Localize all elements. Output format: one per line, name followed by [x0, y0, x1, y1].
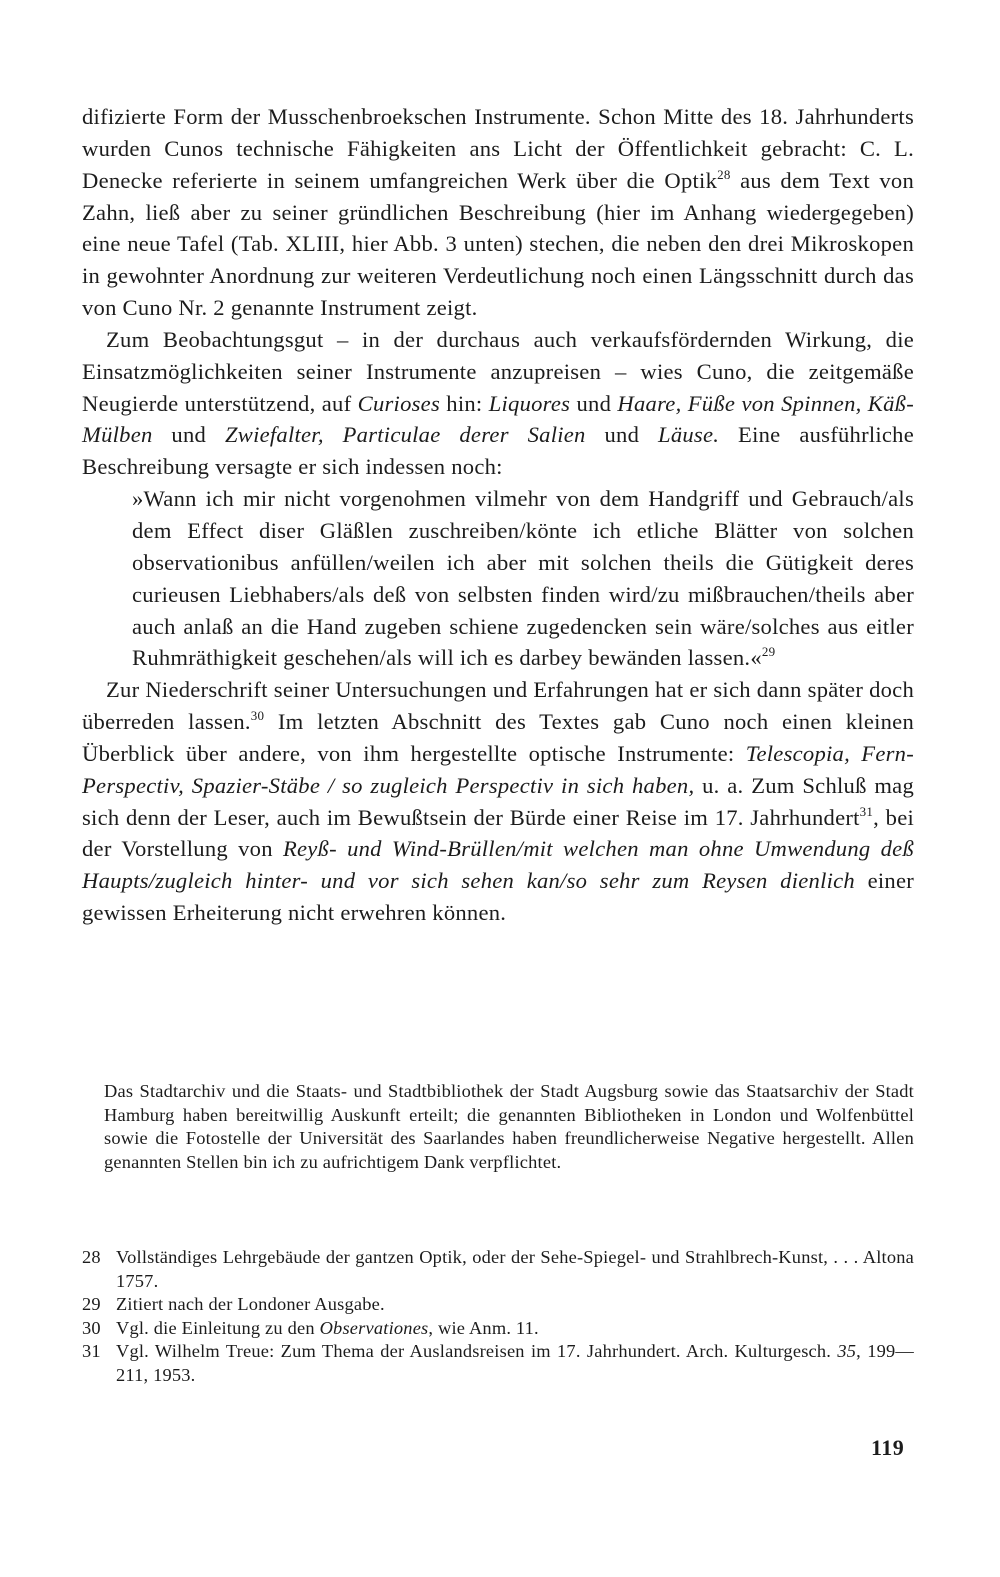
block-quote: »Wann ich mir nicht vorgenohmen vilmehr von dem Handgriff und Gebrauch/als dem Effect diser Gläßlen zuschreiben/könte ich etliche Blätter von solchen observationibus anfüllen/weilen ich aber mit solchen theils die Gütigkeit deres curieusen Liebhabers/als deß von selbsten finden wird/zu mißbrauchen/theils aber auch anlaß an die Hand zugeben schiene zugedencken sein wäre/solches aus eitler Ruhmräthigkeit geschehen/als will ich es darbey bewänden lassen.«$^{29}$ [132, 486, 914, 671]
footnotes [82, 1246, 914, 1388]
footnote-ref-30[interactable]: 30 [250, 708, 265, 724]
footnote-30: 30 Vgl. die Einleitung zu den Observationes, wie Anm. 11. [82, 1317, 539, 1338]
footnote-ref-31[interactable]: 31 [859, 803, 874, 819]
footnote-28: 28 Vollständiges Lehrgebäude der gantzen Optik, oder der Sehe-Spiegel- und Strahlbrech-Kunst, . . . Altona 1757. [82, 1247, 914, 1291]
main-text [82, 101, 914, 929]
paragraph-1: difizierte Form der Musschenbroekschen Instrumente. Schon Mitte des 18. Jahrhunderts wurden Cunos technische Fähigkeiten ans Licht der Öffentlichkeit gebracht: C. L. Denecke referierte in seinem umfangreichen Werk über die Optik$^{28}$ aus dem Text von Zahn, ließ aber zu seiner gründlichen Beschreibung (hier im Anhang wiedergegeben) eine neue Tafel (Tab. XLIII, hier Abb. 3 unten) stechen, die neben den drei Mikroskopen in gewohnter Anordnung zur weiteren Verdeutlichung noch einen Längsschnitt durch das von Cuno Nr. 2 genannte Instrument zeigt. [82, 104, 914, 321]
acknowledgement-note: Das Stadtarchiv und die Staats- und Stadtbibliothek der Stadt Augsburg sowie das Staatsarchiv der Stadt Hamburg haben bereitwillig Auskunft erteilt; die genannten Bibliotheken in London und Wolfenbüttel sowie die Fotostelle der Universität des Saarlandes haben freundlicherweise Negative hergestellt. Allen genannten Stellen bin ich zu aufrichtigem Dank verpflichtet. [104, 1081, 914, 1172]
footnote-ref-28[interactable]: 28 [717, 166, 731, 182]
paragraph-3: Zur Niederschrift seiner Untersuchungen und Erfahrungen hat er sich dann später doch überreden lassen.$^{30}$ Im letzten Abschnitt des Textes gab Cuno noch einen kleinen Überblick über andere, von ihm hergestellte optische Instrumente: Telescopia, Fern-Perspectiv, Spazier-Stäbe / so zugleich Perspectiv in sich haben, u. a. Zum Schluß mag sich denn der Leser, auch im Bewußtsein der Bürde einer Reise im 17. Jahrhundert$^{31}$, bei der Vorstellung von Reyß- und Wind-Brüllen/mit welchen man ohne Umwendung deß Haupts/zugleich hinter- und vor sich sehen kan/so sehr zum Reysen dienlich einer gewissen Erheiterung nicht erwehren können. [82, 677, 915, 926]
footnote-ref-29[interactable]: 29 [761, 644, 776, 660]
footnote-29: 29 Zitiert nach der Londoner Ausgabe. [82, 1294, 385, 1315]
footnote-31: 31 Vgl. Wilhelm Treue: Zum Thema der Auslandsreisen im 17. Jahrhundert. Arch. Kulturgesch. 35, 199—211, 1953. [82, 1341, 915, 1385]
page-number: 119 [871, 1435, 905, 1460]
paragraph-2: Zum Beobachtungsgut – in der durchaus auch verkaufsfördernden Wirkung, die Einsatzmöglichkeiten seiner Instrumente anzupreisen – wies Cuno, die zeitgemäße Neugierde unterstützend, auf Curioses hin: Liquores und Haare, Füße von Spinnen, Käß-Mülben und Zwiefalter, Particulae derer Salien und Läuse. Eine ausführliche Beschreibung versagte er sich indessen noch: [82, 326, 914, 480]
